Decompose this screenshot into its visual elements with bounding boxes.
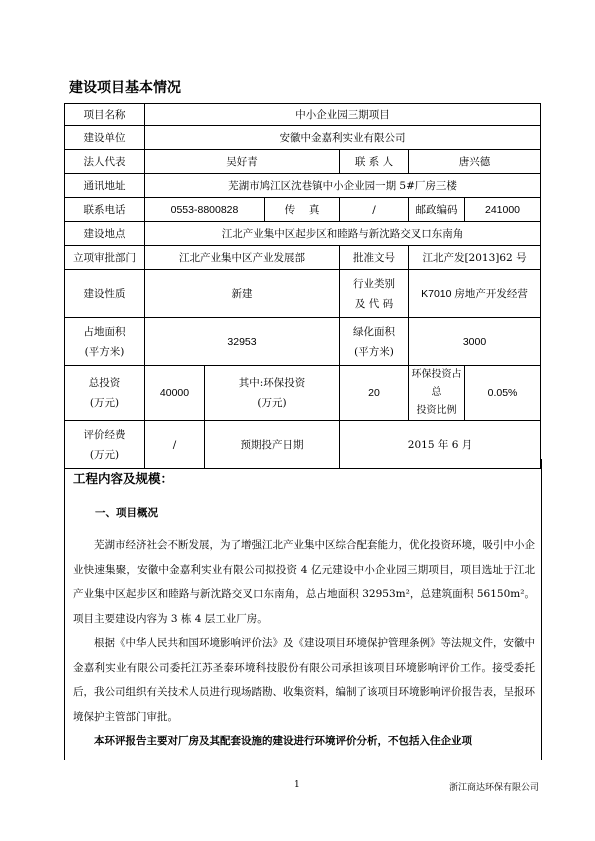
paragraph-overview: 芜湖市经济社会不断发展，为了增强江北产业集中区综合配套能力，优化投资环境，吸引中小企业快速集聚，安徽中金嘉利实业有限公司拟投资 4 亿元建设中小企业园三期项目，项目选址于江北产业集中区起步区和睦路与新沈路交叉口东南角，总占地面积 32953m²，总建筑面积 56150m²。项目主要建设内容为 3 栋 4 层工业厂房。 bbox=[73, 539, 535, 625]
fax-label: 传 真 bbox=[265, 198, 340, 222]
env-invest-label-line2: (万元) bbox=[257, 397, 287, 409]
footer-company: 浙江商达环保有限公司 bbox=[448, 783, 539, 793]
location-label: 建设地点 bbox=[65, 222, 145, 246]
project-info-table bbox=[64, 103, 541, 469]
green-label-line1: 绿化面积 bbox=[353, 325, 395, 338]
project-name-label: 项目名称 bbox=[65, 104, 145, 126]
invest-label-line2: (万元) bbox=[89, 397, 120, 409]
fee-value: / bbox=[145, 421, 205, 469]
legal-rep-value: 吴好青 bbox=[145, 150, 340, 174]
area-label-line1: 占地面积 bbox=[83, 325, 126, 338]
contact-label: 联 系 人 bbox=[340, 150, 409, 174]
industry-label-line1: 行业类别 bbox=[353, 277, 395, 290]
legal-rep-label: 法人代表 bbox=[65, 150, 145, 174]
phone-label: 联系电话 bbox=[65, 198, 145, 222]
builder-label: 建设单位 bbox=[65, 126, 145, 150]
approval-no-value: 江北产发[2013]62 号 bbox=[409, 246, 541, 270]
fee-label-line2: (万元) bbox=[89, 448, 120, 461]
postcode-label: 邮政编码 bbox=[409, 198, 465, 222]
phone-value: 0553-8800828 bbox=[145, 198, 265, 222]
builder-value: 安徽中金嘉利实业有限公司 bbox=[145, 126, 541, 150]
env-ratio-label-line2: 投资比例 bbox=[416, 405, 457, 416]
paragraph-commission: 根据《中华人民共和国环境影响评价法》及《建设项目环境保护管理条例》等法规文件，安徽中金嘉利实业有限公司委托江苏圣泰环境科技股份有限公司承担该项目环境影响评价工作。接受委托后，我公司组织有关技术人员进行现场踏勘、收集资料，编制了该项目环境影响评价报告表，呈报环境保护主管部门审批。 bbox=[73, 637, 535, 723]
green-value: 3000 bbox=[409, 318, 541, 366]
env-ratio-label-line1: 环保投资占总 bbox=[411, 369, 462, 398]
approval-dept-label: 立项审批部门 bbox=[65, 246, 145, 270]
project-name-value: 中小企业园三期项目 bbox=[145, 104, 541, 126]
invest-value: 40000 bbox=[145, 366, 205, 421]
env-invest-label bbox=[205, 366, 340, 421]
invest-label bbox=[65, 366, 145, 421]
nature-value: 新建 bbox=[145, 270, 340, 318]
address-label: 通讯地址 bbox=[65, 174, 145, 198]
approval-no-label: 批准文号 bbox=[340, 246, 409, 270]
contact-value: 唐兴德 bbox=[409, 150, 541, 174]
section-subheading: 一、项目概况 bbox=[95, 507, 158, 519]
area-value: 32953 bbox=[145, 318, 340, 366]
industry-label-line2: 及 代 码 bbox=[354, 297, 394, 310]
paragraph-scope: 本环评报告主要对厂房及其配套设施的建设进行环境评价分析，不包括入住企业项 bbox=[94, 735, 472, 747]
area-label-line2: (平方米) bbox=[84, 345, 125, 358]
industry-label bbox=[340, 270, 409, 318]
env-ratio-label bbox=[409, 366, 465, 421]
fax-value: / bbox=[340, 198, 409, 222]
env-invest-label-line1: 其中:环保投资 bbox=[238, 377, 306, 389]
page-title: 建设项目基本情况 bbox=[69, 80, 181, 96]
address-value: 芜湖市鸠江区沈巷镇中小企业园一期 5#厂房三楼 bbox=[145, 174, 541, 198]
env-ratio-value: 0.05% bbox=[465, 366, 541, 421]
start-label: 预期投产日期 bbox=[205, 421, 340, 469]
section-heading: 工程内容及规模： bbox=[73, 471, 174, 486]
green-label-line2: (平方米) bbox=[354, 345, 394, 358]
start-value: 2015 年 6 月 bbox=[340, 421, 541, 469]
industry-value: K7010 房地产开发经营 bbox=[409, 270, 541, 318]
approval-dept-value: 江北产业集中区产业发展部 bbox=[145, 246, 340, 270]
location-value: 江北产业集中区起步区和睦路与新沈路交叉口东南角 bbox=[145, 222, 541, 246]
nature-label: 建设性质 bbox=[65, 270, 145, 318]
page-number: 1 bbox=[294, 780, 300, 790]
fee-label-line1: 评价经费 bbox=[83, 428, 126, 441]
area-label bbox=[65, 318, 145, 366]
invest-label-line1: 总投资 bbox=[88, 377, 121, 389]
green-label bbox=[340, 318, 409, 366]
project-content-section bbox=[64, 459, 542, 760]
env-invest-value: 20 bbox=[340, 366, 409, 421]
postcode-value: 241000 bbox=[465, 198, 541, 222]
